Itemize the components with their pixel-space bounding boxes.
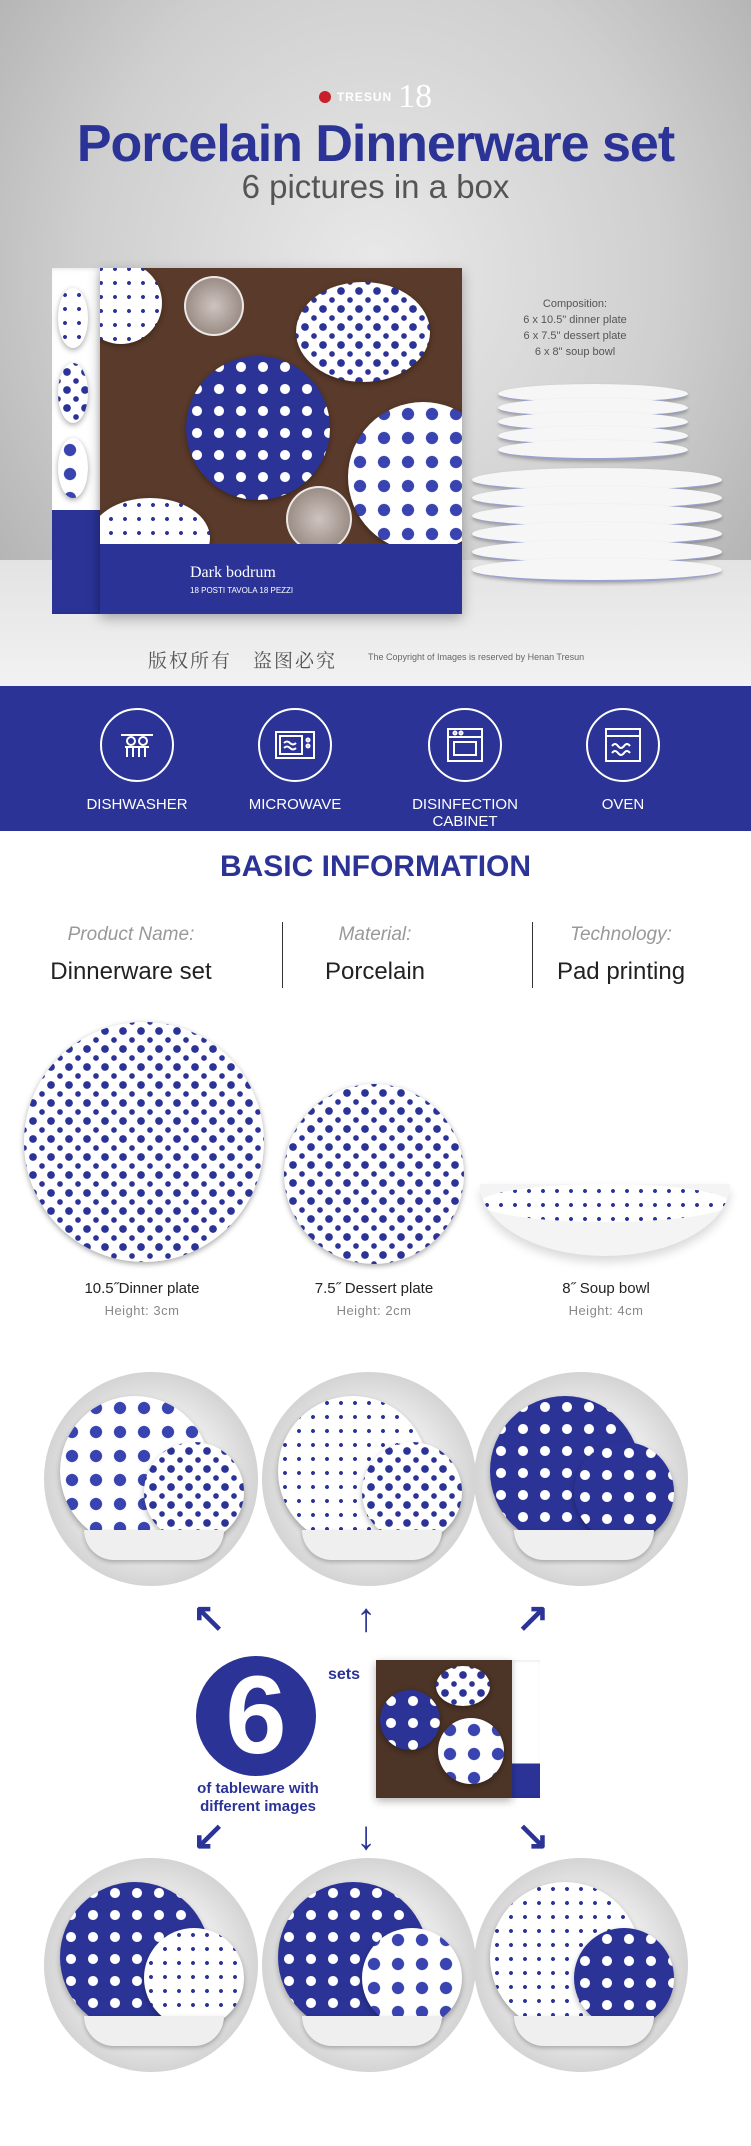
- info-technology: [506, 924, 736, 986]
- arrow-down-left-icon: ↙: [192, 1814, 226, 1858]
- arrow-up-right-icon: ↗: [516, 1596, 550, 1640]
- box-front: [100, 268, 462, 614]
- feature-label: MICROWAVE: [248, 796, 342, 813]
- feature-label: DISHWASHER: [86, 796, 188, 813]
- sets-description: [188, 1780, 328, 1816]
- brand-logo: [0, 78, 751, 116]
- copyright-chinese: 版权所有 盗图必究: [148, 650, 338, 672]
- item-height: Height: 4cm: [568, 1303, 644, 1318]
- composition-line: 6 x 8" soup bowl: [534, 346, 616, 358]
- gift-box-image: [52, 268, 462, 614]
- soup-bowl-image: [480, 1184, 730, 1256]
- feature-oven: [548, 708, 698, 813]
- feature-dishwasher: [62, 708, 212, 813]
- soup-bowl-rim: [480, 1184, 730, 1222]
- mini-box-front: [376, 1660, 512, 1798]
- item-name: 10.5˝Dinner plate: [84, 1280, 200, 1297]
- set-image: [44, 1858, 258, 2072]
- info-value: Pad printing: [556, 958, 686, 985]
- sets-description-line: of tableware with: [197, 1780, 319, 1797]
- info-product-name: [16, 924, 246, 986]
- box-label: Dark bodrum: [190, 564, 276, 581]
- info-key: Technology:: [570, 924, 672, 945]
- oven-icon: [586, 708, 660, 782]
- dishwasher-icon: [100, 708, 174, 782]
- set-image: [474, 1372, 688, 1586]
- microwave-icon: [258, 708, 332, 782]
- page-subtitle: 6 pictures in a box: [241, 168, 510, 205]
- box-band: [100, 544, 462, 614]
- arrow-down-right-icon: ↘: [516, 1814, 550, 1858]
- feature-label: OVEN: [601, 796, 645, 813]
- info-material: [260, 924, 490, 986]
- composition-line: 6 x 7.5" dessert plate: [523, 330, 627, 342]
- box-side: [52, 268, 102, 614]
- info-value: Dinnerware set: [50, 958, 212, 985]
- feature-label: DISINFECTION CABINET: [412, 796, 518, 830]
- composition-line: 6 x 10.5" dinner plate: [523, 314, 627, 326]
- feature-disinfection-cabinet: [390, 708, 540, 830]
- brand-name: TRESUN: [336, 90, 393, 104]
- mini-gift-box-image: [376, 1660, 540, 1798]
- info-key: Material:: [338, 924, 412, 945]
- page-title: Porcelain Dinnerware set: [76, 115, 675, 173]
- dinner-plate-caption: [32, 1280, 252, 1318]
- item-name: 8˝ Soup bowl: [562, 1280, 650, 1297]
- sets-count: 6: [225, 1654, 287, 1777]
- set-image: [474, 1858, 688, 2072]
- basic-information-title: BASIC INFORMATION: [219, 850, 532, 883]
- features-band: [0, 686, 751, 831]
- item-height: Height: 2cm: [336, 1303, 412, 1318]
- disinfection-cabinet-icon: [428, 708, 502, 782]
- info-value: Porcelain: [324, 958, 426, 985]
- feature-microwave: [220, 708, 370, 813]
- sets-word: sets: [328, 1666, 361, 1683]
- set-image: [262, 1858, 476, 2072]
- hero-banner: [0, 0, 751, 686]
- arrow-up-icon: ↑: [356, 1596, 376, 1640]
- arrow-down-icon: ↓: [356, 1814, 376, 1858]
- set-image: [44, 1372, 258, 1586]
- composition-text: [510, 296, 640, 360]
- soup-bowl-caption: [496, 1280, 716, 1318]
- six-sets-badge: [196, 1656, 316, 1776]
- composition-heading: Composition:: [542, 298, 608, 310]
- dinner-plate-image: [24, 1022, 264, 1262]
- copyright-english: The Copyright of Images is reserved by Henan Tresun: [368, 652, 585, 662]
- item-name: 7.5˝ Dessert plate: [314, 1280, 434, 1297]
- mini-box-side: [512, 1660, 540, 1798]
- set-image: [262, 1372, 476, 1586]
- brand-dot-icon: [319, 91, 331, 103]
- arrow-up-left-icon: ↖: [192, 1596, 226, 1640]
- brand-number: 18: [398, 78, 433, 115]
- dessert-plate-caption: [264, 1280, 484, 1318]
- box-subtitle: 18 POSTI TAVOLA 18 PEZZI: [190, 586, 294, 595]
- info-key: Product Name:: [67, 924, 195, 945]
- sets-description-line: different images: [200, 1798, 316, 1815]
- item-height: Height: 3cm: [104, 1303, 180, 1318]
- dessert-plate-image: [284, 1084, 464, 1264]
